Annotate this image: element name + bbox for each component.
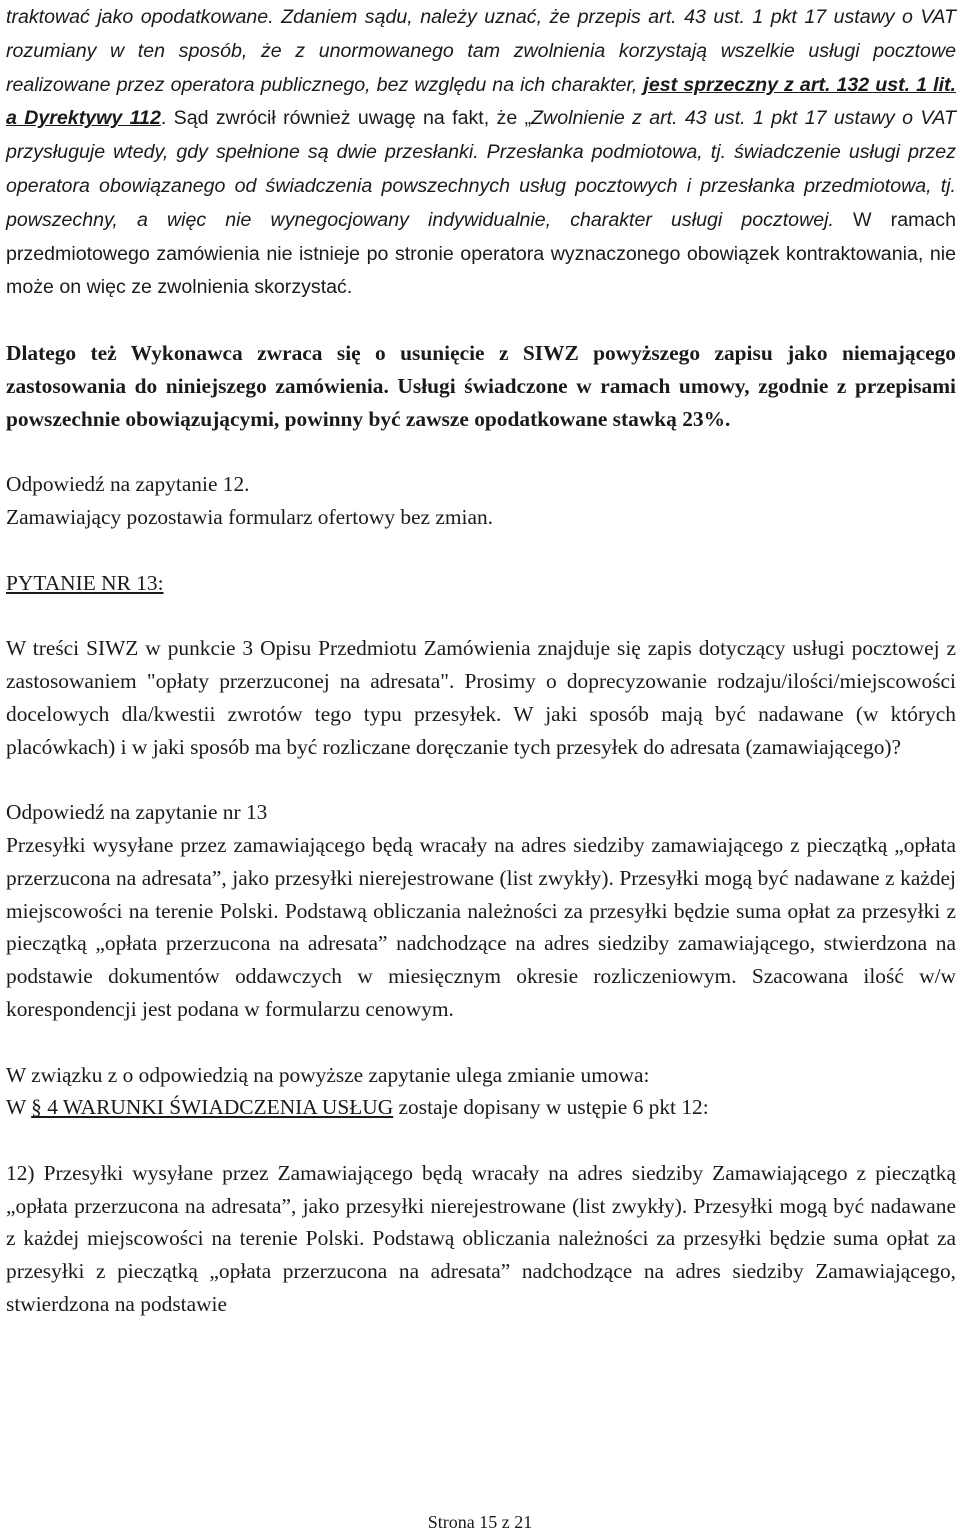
section-title-underlined: § 4 WARUNKI ŚWIADCZENIA USŁUG [31,1095,394,1120]
quote-italic-part-a: traktować jako opodatkowane. Zdaniem sądu, należy uznać, że przepis art. 43 ust. 1 pkt 17 ustawy o VAT rozumiany w ten sposób, że z unormowanego tam zwolnienia korzystają wszelkie usługi pocztowe realizowane przez operatora publicznego, bez względu na ich charakter, [6,6,956,96]
question-13-heading: PYTANIE NR 13: [6,570,164,595]
answer-13-text: Przesyłki wysyłane przez zamawiającego będą wracały na adres siedziby zamawiającego z pieczątką „opłata przerzucona na adresata”, jako przesyłki nierejestrowane (list zwykły). Przesyłki mogą być nadawane z każdej miejscowości na terenie Polski. Podstawą obliczania należności za przesyłki będzie suma opłat za przesyłki z pieczątką „opłata przerzucona na adresata” nadchodzące na adres siedziby zamawiającego, stwierdzona na podstawie dokumentów oddawczych w miesięcznym okresie rozliczeniowym. Szacowana ilość w/w korespondencji jest podana w formularzu cenowym. [6,832,956,1021]
question-13-text: W treści SIWZ w punkcie 3 Opisu Przedmiotu Zamówienia znajduje się zapis dotyczący usługi pocztowej z zastosowaniem "opłaty przerzuconej na adresata". Prosimy o doprecyzowanie rodzaju/ilości/miejscowości docelowych dla/kwestii zwrotów tego typu przesyłek. W jaki sposób mają być nadawane (w których placówkach) i w jaki sposób ma być rozliczane doręczanie tych przesyłek do adresata (zamawiającego)? [6,636,956,759]
section-prefix: W [6,1095,32,1120]
answer-12-title: Odpowiedź na zapytanie 12. [6,472,250,497]
court-note-plain: . Sąd zwrócił również uwagę na fakt, że „ [160,107,532,130]
quote-italic-part-b: Zwolnienie z art. 43 ust. 1 pkt 17 ustawy o VAT przysługuje wtedy, gdy spełnione są dwie przesłanki. Przesłanka podmiotowa, tj. świadczenie usługi przez operatora obowiązanego od świadczenia powszechnych usług pocztowych i przesłanka przedmiotowa, tj. powszechny, a więc nie wynegocjowany indywidualnie, charakter usługi pocztowej. [6,107,956,231]
document-page [6,0,956,1321]
spacer [6,1124,956,1157]
page-number-footer: Strona 15 z 21 [427,1512,533,1532]
answer-13-title: Odpowiedź na zapytanie nr 13 [6,800,268,825]
contract-item-12: 12) Przesyłki wysyłane przez Zamawiającego będą wracały na adres siedziby Zamawiającego z pieczątką „opłata przerzucona na adresata”, jako przesyłki nierejestrowane (list zwykły). Przesyłki mogą być nadawane z każdej miejscowości na terenie Polski. Podstawą obliczania należności za przesyłki będzie suma opłat za przesyłki z pieczątką „opłata przerzucona na adresata” nadchodzące na adres siedziby Zamawiającego, stwierdzona na podstawie [6,1160,956,1317]
spacer [6,534,956,567]
contractor-request-paragraph: Dlatego też Wykonawca zwraca się o usunięcie z SIWZ powyższego zapisu jako niemającego zastosowania do niniejszego zamówienia. Usługi świadczone w ramach umowy, zgodnie z przepisami powszechnie obowiązującymi, powinny być zawsze opodatkowane stawką 23%. [6,340,956,431]
spacer [6,1026,956,1059]
contract-change-intro: W związku z o odpowiedzią na powyższe zapytanie ulega zmianie umowa: [6,1062,650,1087]
quote-bold-underlined: jest sprzeczny z art. 132 ust. 1 lit. a Dyrektywy 112 [6,73,956,130]
contract-change-section [6,1091,956,1124]
spacer [6,304,956,337]
court-opinion-paragraph [6,0,956,304]
spacer [6,435,956,468]
answer-12-text: Zamawiający pozostawia formularz ofertowy bez zmian. [6,504,494,529]
spacer [6,599,956,632]
spacer [6,763,956,796]
court-note-plain-end: W ramach przedmiotowego zamówienia nie istnieje po stronie operatora wyznaczonego obowiązek kontraktowania, nie może on więc ze zwolnienia skorzystać. [6,208,957,299]
section-suffix: zostaje dopisany w ustępie 6 pkt 12: [393,1095,709,1120]
